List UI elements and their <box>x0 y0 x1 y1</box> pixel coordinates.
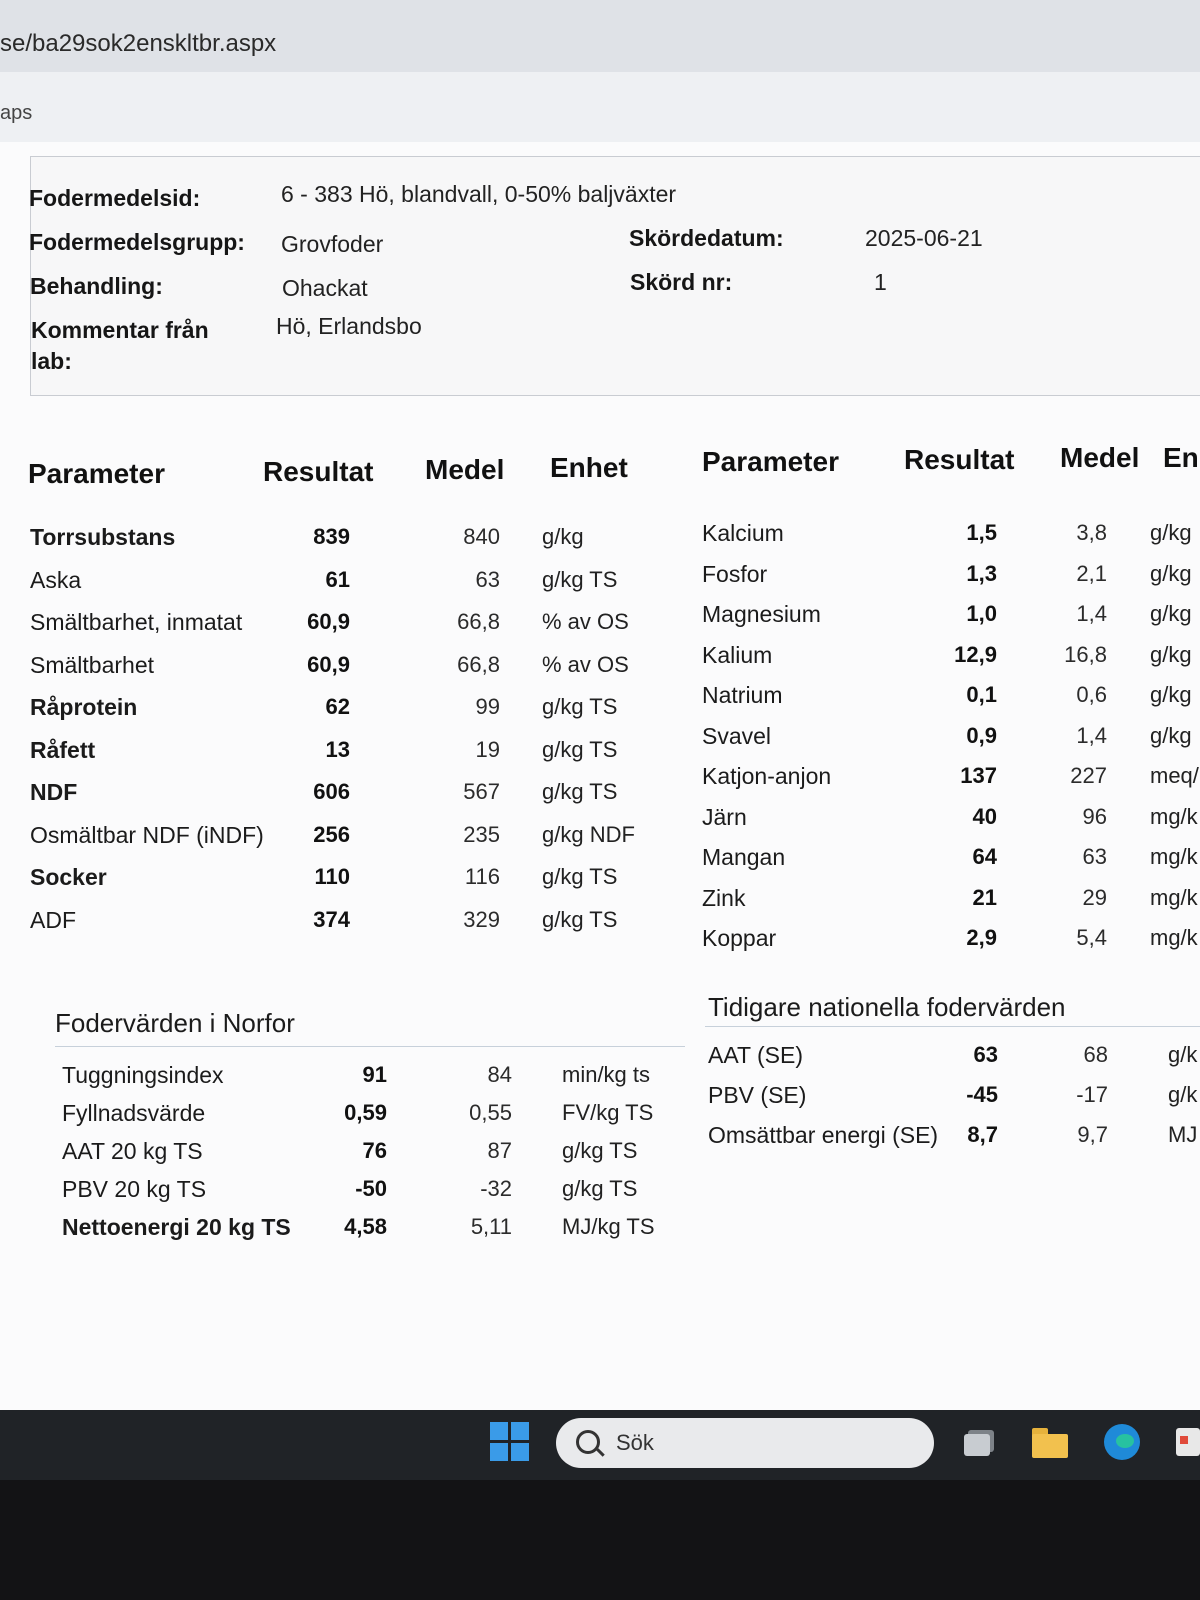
norfor-table-mean: 5,11 <box>470 1214 512 1239</box>
right-table-param-name: Magnesium <box>702 601 821 627</box>
left-table-row <box>30 864 670 904</box>
left-table-row <box>30 567 670 607</box>
norfor-table-param-name: PBV 20 kg TS <box>62 1176 207 1202</box>
left-table-param-name: Torrsubstans <box>30 524 176 550</box>
windows-start-icon[interactable] <box>490 1422 530 1462</box>
right-table-result: 12,9 <box>954 641 997 667</box>
right-table-row <box>702 520 1200 560</box>
left-table-result: 839 <box>313 524 350 549</box>
left-header-mean: Medel <box>425 454 505 485</box>
right-table-result: 1,3 <box>966 560 997 586</box>
right-table-result: 2,9 <box>966 925 997 950</box>
norfor-table-result: 76 <box>362 1138 387 1163</box>
national-table-result: 63 <box>973 1042 998 1067</box>
right-table-param-name: Kalcium <box>702 520 784 546</box>
left-table-unit: g/kg TS <box>542 566 618 592</box>
norfor-table-mean: 84 <box>487 1062 512 1087</box>
right-table-param-name: Kalium <box>702 641 773 668</box>
national-divider <box>705 1026 1200 1027</box>
harvest-no-label: Skörd nr: <box>630 269 733 295</box>
norfor-table-param-name: AAT 20 kg TS <box>62 1138 203 1164</box>
feed-group-label: Fodermedelsgrupp: <box>29 229 245 255</box>
left-table-param-name: ADF <box>30 906 76 933</box>
left-table-mean: 235 <box>463 821 500 847</box>
right-table-row <box>702 804 1200 844</box>
national-section-title: Tidigare nationella fodervärden <box>708 992 1066 1022</box>
left-table-result: 13 <box>325 736 350 762</box>
left-table-mean: 116 <box>464 864 500 889</box>
norfor-table-row <box>62 1138 682 1178</box>
right-table-result: 21 <box>972 884 997 910</box>
norfor-table-unit: g/kg TS <box>562 1138 638 1163</box>
right-table-unit: g/kg <box>1150 682 1192 707</box>
left-table-mean: 63 <box>475 566 500 592</box>
right-table-unit: mg/k <box>1150 803 1198 829</box>
left-table-unit: g/kg <box>542 524 584 549</box>
left-table-unit: g/kg TS <box>542 694 618 719</box>
comment-label: Kommentar från lab: <box>31 317 209 374</box>
left-table-row <box>30 694 670 734</box>
right-table-mean: 16,8 <box>1064 641 1107 667</box>
right-table-mean: 0,6 <box>1076 682 1107 707</box>
norfor-table-result: -50 <box>355 1176 387 1201</box>
right-header-parameter: Parameter <box>702 446 839 477</box>
right-table-row <box>702 844 1200 884</box>
norfor-table-result: 0,59 <box>344 1100 387 1125</box>
right-table-mean: 2,1 <box>1076 560 1107 586</box>
left-table-result: 61 <box>325 566 350 592</box>
left-table-param-name: Råfett <box>30 736 96 763</box>
norfor-divider <box>55 1046 685 1047</box>
left-table-row <box>30 907 670 947</box>
left-table-param-name: Råprotein <box>30 694 138 720</box>
norfor-table-unit: FV/kg TS <box>562 1100 654 1125</box>
right-table-param-name: Koppar <box>702 925 777 951</box>
right-table-param-name: Mangan <box>702 844 786 870</box>
right-table-result: 0,9 <box>966 722 997 748</box>
national-table-row <box>708 1042 1200 1082</box>
right-table-mean: 1,4 <box>1076 601 1107 626</box>
right-table-row <box>702 601 1200 641</box>
norfor-table-row <box>62 1062 682 1102</box>
file-explorer-icon[interactable] <box>1030 1422 1070 1462</box>
national-table-param-name: AAT (SE) <box>708 1042 803 1068</box>
left-table-row <box>30 822 670 862</box>
left-table-result: 256 <box>313 821 350 847</box>
right-table-mean: 1,4 <box>1076 722 1107 748</box>
bookmark-item[interactable]: aps <box>0 102 33 124</box>
right-table-unit: g/kg <box>1150 560 1192 586</box>
left-table-unit: g/kg TS <box>542 864 618 889</box>
right-table-row <box>702 885 1200 925</box>
right-table-param-name: Svavel <box>702 722 772 749</box>
national-table-unit: MJ <box>1168 1122 1198 1147</box>
right-header-result: Resultat <box>904 444 1015 475</box>
left-table-result: 606 <box>313 779 350 804</box>
left-table-mean: 66,8 <box>457 651 500 677</box>
left-table-row <box>30 652 670 692</box>
right-header-mean: Medel <box>1060 442 1140 473</box>
right-table-mean: 96 <box>1082 803 1107 829</box>
left-table-unit: g/kg TS <box>542 779 618 804</box>
left-table-param-name: Aska <box>30 566 82 593</box>
right-table-row <box>702 925 1200 965</box>
left-table-unit: g/kg TS <box>542 736 618 762</box>
norfor-table-mean: -32 <box>480 1176 512 1201</box>
national-table-unit: g/k <box>1168 1042 1198 1067</box>
feed-id-value: 6 - 383 Hö, blandvall, 0-50% baljväxter <box>281 181 677 207</box>
right-table-row <box>702 763 1200 803</box>
right-table-unit: g/kg <box>1150 601 1192 626</box>
taskbar <box>0 1410 1200 1480</box>
right-header-unit: En <box>1163 442 1199 473</box>
left-header-result: Resultat <box>263 456 374 487</box>
left-table-result: 60,9 <box>307 609 350 634</box>
right-table-param-name: Järn <box>702 803 747 830</box>
right-table-row <box>702 642 1200 682</box>
app-icon[interactable] <box>1172 1422 1200 1462</box>
left-table-param-name: Smältbarhet <box>30 651 155 678</box>
left-table-mean: 99 <box>475 694 500 719</box>
norfor-table-param-name: Fyllnadsvärde <box>62 1100 206 1126</box>
right-table-result: 64 <box>972 844 997 869</box>
url-text[interactable]: se/ba29sok2enskltbr.aspx <box>0 30 277 57</box>
left-table-unit: g/kg NDF <box>542 821 635 847</box>
national-table-row <box>708 1122 1200 1162</box>
right-table-result: 1,5 <box>966 520 997 545</box>
national-table-param-name: PBV (SE) <box>708 1082 807 1108</box>
treatment-label: Behandling: <box>30 273 163 299</box>
harvest-no-value: 1 <box>874 269 887 295</box>
right-table-result: 137 <box>960 763 997 788</box>
left-table-row <box>30 524 670 564</box>
left-table-result: 60,9 <box>307 651 350 677</box>
left-header-unit: Enhet <box>550 452 628 483</box>
right-table-unit: mg/k <box>1150 884 1198 910</box>
right-table-param-name: Zink <box>702 884 746 911</box>
norfor-table-param-name: Nettoenergi 20 kg TS <box>62 1214 291 1240</box>
left-table-param-name: Socker <box>30 864 107 890</box>
left-table-result: 110 <box>314 864 350 889</box>
left-table-param-name: Smältbarhet, inmatat <box>30 609 243 635</box>
right-table-row <box>702 561 1200 601</box>
right-table-row <box>702 682 1200 722</box>
left-table-mean: 19 <box>475 736 500 762</box>
left-table-row <box>30 779 670 819</box>
left-table-unit: % av OS <box>542 609 629 634</box>
feed-id-label: Fodermedelsid: <box>29 185 201 211</box>
right-table-param-name: Fosfor <box>702 560 768 587</box>
right-table-mean: 29 <box>1082 884 1107 910</box>
right-table-unit: mg/k <box>1150 844 1198 869</box>
task-view-icon[interactable] <box>962 1422 1002 1462</box>
national-table-unit: g/k <box>1168 1082 1198 1107</box>
norfor-table-unit: MJ/kg TS <box>562 1214 655 1239</box>
national-table-mean: -17 <box>1076 1082 1108 1107</box>
left-table-param-name: Osmältbar NDF (iNDF) <box>30 821 264 848</box>
norfor-section-title: Fodervärden i Norfor <box>55 1008 295 1038</box>
right-table-row <box>702 723 1200 763</box>
left-header-parameter: Parameter <box>28 458 165 489</box>
feed-group-value: Grovfoder <box>281 231 384 257</box>
norfor-table-row <box>62 1176 682 1216</box>
right-table-mean: 3,8 <box>1076 520 1107 545</box>
left-table-param-name: NDF <box>30 779 78 805</box>
bookmarks-bar <box>0 72 1200 142</box>
right-table-unit: mg/k <box>1150 925 1198 950</box>
treatment-value: Ohackat <box>282 275 368 301</box>
national-table-mean: 9,7 <box>1077 1122 1108 1147</box>
harvest-date-value: 2025-06-21 <box>865 225 983 251</box>
norfor-table-unit: g/kg TS <box>562 1176 638 1201</box>
left-table-mean: 329 <box>463 906 500 932</box>
national-table-row <box>708 1082 1200 1122</box>
right-table-param-name: Katjon-anjon <box>702 763 832 789</box>
feed-info-box <box>30 156 1200 396</box>
left-table-result: 62 <box>325 694 350 719</box>
left-table-mean: 840 <box>463 524 500 549</box>
national-table-mean: 68 <box>1083 1042 1108 1067</box>
right-table-mean: 227 <box>1070 763 1107 788</box>
norfor-table-mean: 0,55 <box>469 1100 512 1125</box>
search-icon <box>576 1430 600 1454</box>
right-table-result: 1,0 <box>966 601 997 626</box>
edge-browser-icon[interactable] <box>1102 1422 1142 1462</box>
right-table-result: 0,1 <box>966 682 997 707</box>
national-table-result: 8,7 <box>967 1122 998 1147</box>
national-table-result: -45 <box>966 1082 998 1107</box>
norfor-table-result: 4,58 <box>344 1214 387 1239</box>
report-content <box>0 142 1200 1410</box>
taskbar-search[interactable] <box>556 1418 934 1468</box>
norfor-table-result: 91 <box>362 1062 387 1087</box>
right-table-unit: g/kg <box>1150 520 1192 545</box>
left-table-unit: % av OS <box>542 651 629 677</box>
bezel <box>0 1480 1200 1600</box>
left-table-mean: 567 <box>463 779 500 804</box>
right-table-mean: 5,4 <box>1076 925 1107 950</box>
left-table-unit: g/kg TS <box>542 906 618 932</box>
norfor-table-unit: min/kg ts <box>562 1062 651 1087</box>
search-label: Sök <box>616 1430 654 1455</box>
norfor-table-row <box>62 1100 682 1140</box>
right-table-mean: 63 <box>1082 844 1107 869</box>
left-table-result: 374 <box>313 906 350 932</box>
comment-value: Hö, Erlandsbo <box>276 313 422 339</box>
right-table-unit: meq/ <box>1150 763 1199 788</box>
national-table-param-name: Omsättbar energi (SE) <box>708 1122 939 1148</box>
address-bar[interactable] <box>0 0 1200 72</box>
right-table-result: 40 <box>972 803 997 829</box>
left-table-row <box>30 609 670 649</box>
left-table-row <box>30 737 670 777</box>
norfor-table-param-name: Tuggningsindex <box>62 1062 224 1088</box>
harvest-date-label: Skördedatum: <box>629 225 784 251</box>
norfor-table-row <box>62 1214 682 1254</box>
right-table-unit: g/kg <box>1150 641 1192 667</box>
right-table-unit: g/kg <box>1150 722 1192 748</box>
right-table-param-name: Natrium <box>702 682 783 708</box>
left-table-mean: 66,8 <box>457 609 500 634</box>
norfor-table-mean: 87 <box>487 1138 512 1163</box>
